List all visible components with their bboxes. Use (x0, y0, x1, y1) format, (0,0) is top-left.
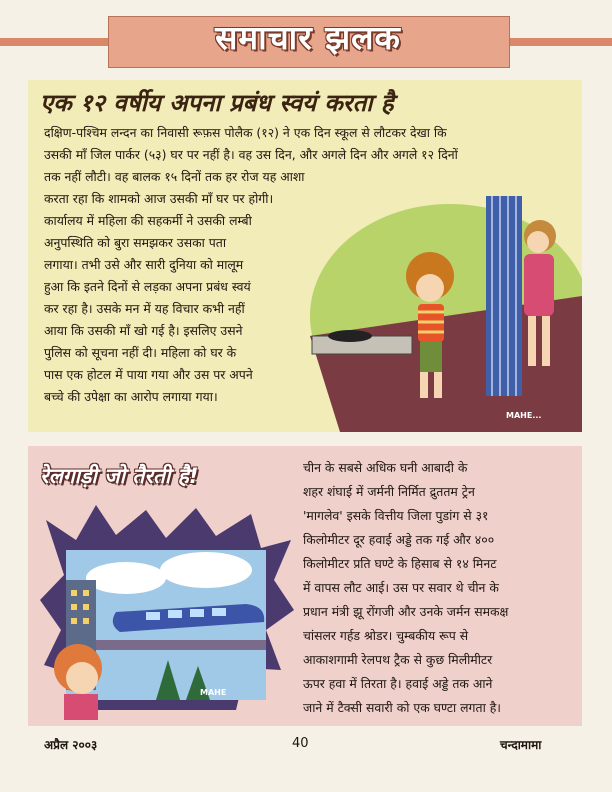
boy-shorts (420, 342, 442, 372)
article2-line: किलोमीटर प्रति घण्टे के हिसाब से १४ मिनट (303, 556, 497, 571)
article2-line: किलोमीटर दूर हवाई अड्डे तक गई और ४०० (303, 532, 495, 547)
article2-line: आकाशगामी रेलपथ ट्रैक से कुछ मिलीमीटर (303, 652, 493, 667)
girl-dress (64, 694, 98, 720)
page-number: 40 (292, 736, 309, 751)
article1-line: कर रहा है। उसके मन में यह विचार कभी नहीं (44, 301, 245, 316)
article1-line: अनुपस्थिति को बुरा समझकर उसका पता (44, 235, 227, 250)
article1-illustration (300, 196, 582, 432)
article2-line: प्रधान मंत्री झू रोंगजी और उनके जर्मन समकक्ष (303, 604, 509, 619)
article2-title: रेलगाड़ी जो तैरती है! (40, 464, 199, 488)
magazine-name: चन्दामामा (500, 738, 542, 752)
article2-line: शहर शंघाई में जर्मनी निर्मित द्रुततम ट्रेन (303, 484, 475, 499)
article1-line: लगाया। तभी उसे और सारी दुनिया को मालूम (44, 257, 244, 272)
article1-line: पास एक होटल में पाया गया और उस पर अपने (44, 367, 253, 382)
article1-line: उसकी माँ जिल पार्कर (५३) घर पर नहीं है। वह उस दिन, और अगले दिन और अगले १२ दिनों (44, 147, 458, 162)
article2-body (303, 456, 579, 720)
article2-line: चांसलर गर्हड श्रोडर। चुम्बकीय रूप से (303, 628, 469, 643)
article1-line: आया कि उसकी माँ खो गई है। इसलिए उसने (44, 323, 243, 338)
girl-face (66, 662, 98, 694)
article1-line: दक्षिण-पश्चिम लन्दन का निवासी रूफ़स पोलैक (१२) ने एक दिन स्कूल से लौटकर देखा कि (44, 125, 447, 140)
article1-line: तक नहीं लौटी। वह बालक १५ दिनों तक हर रोज यह आशा (44, 169, 305, 184)
article2-line: ऊपर हवा में तिरता है। हवाई अड्डे तक आने (303, 676, 493, 691)
woman-face (527, 231, 549, 253)
track (96, 640, 266, 650)
article1-line: बच्चे की उपेक्षा का आरोप लगाया गया। (44, 389, 218, 404)
article2-line: में वापस लौट आई। उस पर सवार थे चीन के (303, 580, 499, 595)
page-title: समाचार झलक (215, 18, 401, 57)
article1-line: पुलिस को सूचना नहीं दी। महिला को घर के (44, 345, 237, 360)
pan (328, 330, 372, 342)
article1-title: एक १२ वर्षीय अपना प्रबंध स्वयं करता है (40, 89, 394, 117)
article1-signature: MAHE... (506, 411, 542, 420)
article2-line: जाने में टैक्सी सवारी को एक घण्टा लगता है। (303, 700, 502, 715)
boy-face (416, 274, 444, 302)
article1-line: हुआ कि इतने दिनों से लड़का अपना प्रबंध स्वयं (44, 279, 251, 294)
article1-line: करता रहा कि शामको आज उसकी माँ घर पर होगी। (44, 191, 274, 206)
footer-date: अप्रैल २००३ (44, 738, 98, 752)
woman-dress (524, 254, 554, 316)
article1-line: कार्यालय में महिला की सहकर्मी ने उसकी लम्बी (44, 213, 252, 228)
article2-signature: MAHE (200, 688, 227, 697)
article2-line: 'मागलेव' इसके वित्तीय जिला पुडांग से ३१ (303, 508, 489, 523)
article2-line: चीन के सबसे अधिक घनी आबादी के (303, 460, 468, 475)
article2-illustration (36, 500, 298, 722)
